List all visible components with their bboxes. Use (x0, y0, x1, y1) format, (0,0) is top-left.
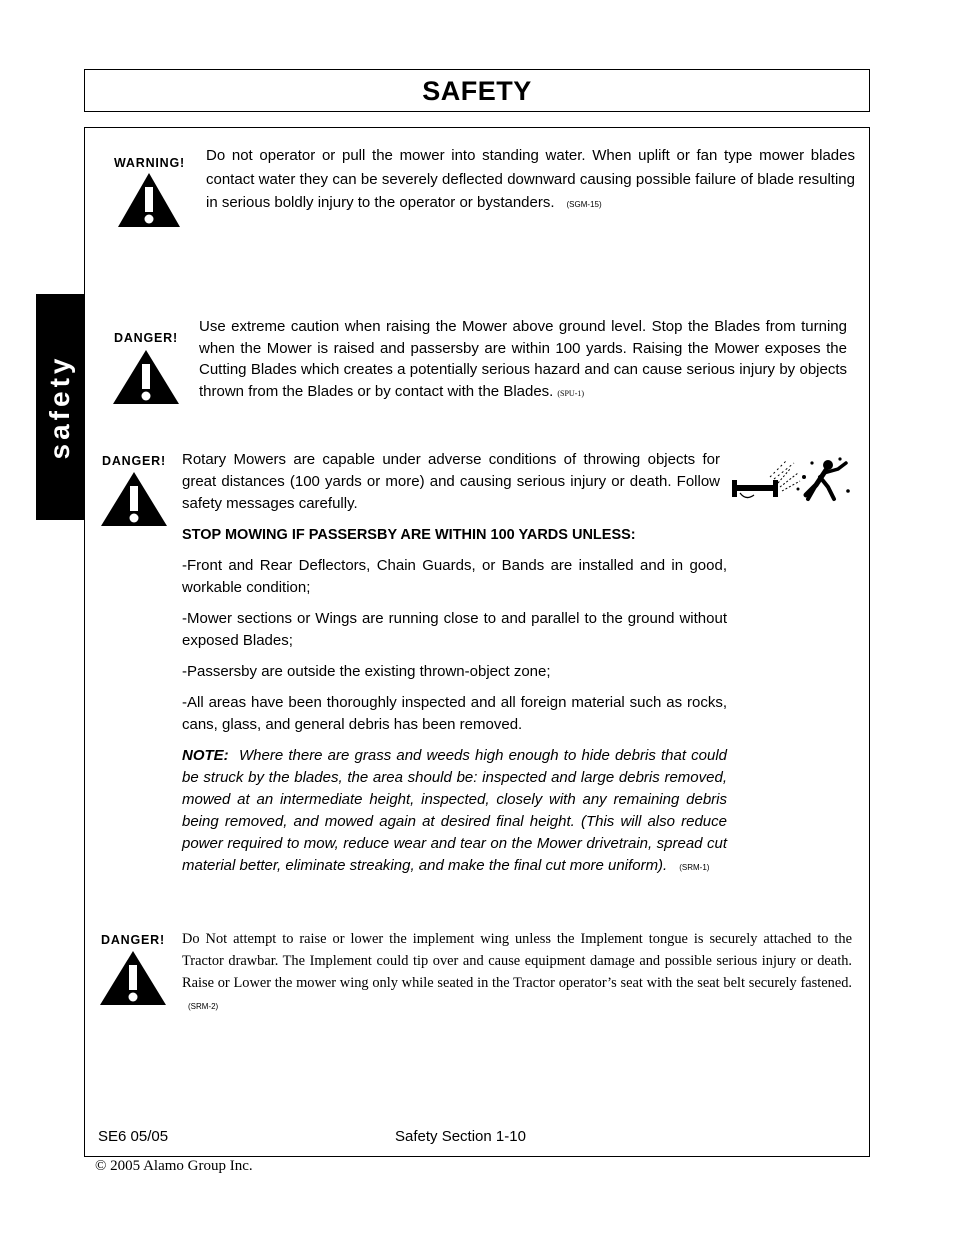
danger-message-thrown-intro: Rotary Mowers are capable under adverse conditions of throwing objects for great distances (100 yards or more) and causing serious injury or death. Follow safety messages carefully. (182, 451, 720, 512)
thrown-objects-pictogram-icon (728, 455, 856, 505)
stop-mowing-heading: STOP MOWING IF PASSERSBY ARE WITHIN 100 YARDS UNLESS: (182, 527, 636, 543)
page-title: SAFETY (422, 76, 532, 106)
danger-message-raising-text: Use extreme caution when raising the Mower above ground level. Stop the Blades from turning when the Mower is raised and passersby are within 100 yards. Raising the Mower exposes the Cutting Blades which creates a potentially serious hazard and can cause serious injury by objects thrown from the Blades or by contact with the Blades. (199, 318, 847, 401)
danger-signal-word-thrown: DANGER! (102, 454, 166, 468)
danger-message-raising (199, 316, 847, 405)
condition-item: -Front and Rear Deflectors, Chain Guards, or Bands are installed and in good, workable condition; (182, 557, 727, 596)
side-tab-label: safety (44, 354, 75, 460)
side-section-tab (36, 294, 84, 520)
danger-signal-word-wing: DANGER! (101, 933, 165, 947)
danger-triangle-icon-wing (98, 949, 168, 1007)
warning-message-text: Do not operator or pull the mower into standing water. When uplift or fan type mower blades contact water they can be severely deflected downward causing possible failure of blade resulting in serious boldly injury to the operator or bystanders. (206, 147, 855, 211)
note-paragraph (182, 745, 727, 879)
condition-item: -All areas have been thoroughly inspected and all foreign material such as rocks, cans, glass, and general debris has been removed. (182, 694, 727, 733)
footer-page-label: Safety Section 1-10 (395, 1128, 526, 1145)
warning-message-code: (SGM-15) (566, 200, 602, 209)
warning-signal-word: WARNING! (114, 156, 185, 170)
condition-item: -Mower sections or Wings are running close to and parallel to the ground without exposed Blades; (182, 610, 727, 649)
note-label: NOTE: (182, 747, 229, 764)
danger-triangle-icon-raising (111, 348, 181, 406)
danger-message-wing-code: (SRM-2) (188, 1002, 219, 1011)
page-title-box (84, 69, 870, 112)
warning-message (206, 144, 855, 217)
warning-triangle-icon (116, 171, 182, 229)
danger-message-wing-text: Do Not attempt to raise or lower the implement wing unless the Implement tongue is securely attached to the Tractor drawbar. The Implement could tip over and cause equipment damage and possible serious injury or death. Raise or Lower the mower wing only while seated in the Tractor operator’s seat with the seat belt securely fastened. (182, 931, 852, 991)
footer-doc-code: SE6 05/05 (98, 1128, 169, 1145)
danger-triangle-icon-thrown (99, 470, 169, 528)
danger-message-wing (182, 928, 852, 1018)
copyright-notice: © 2005 Alamo Group Inc. (95, 1158, 253, 1174)
condition-item: -Passersby are outside the existing thrown-object zone; (182, 663, 551, 680)
note-code: (SRM-1) (679, 863, 710, 872)
note-text: Where there are grass and weeds high enough to hide debris that could be struck by the blades, the area should be: inspected and large debris removed, mowed at an intermediate height, inspected, closely with any remaining debris being removed, and mowed again at desired final height. (This will also reduce power required to mow, reduce wear and tear on the Mower drivetrain, spread cut material better, eliminate streaking, and make the final cut more uniform). (182, 747, 728, 874)
danger-message-raising-code: (SPU-1) (557, 389, 585, 399)
danger-signal-word-raising: DANGER! (114, 331, 178, 345)
